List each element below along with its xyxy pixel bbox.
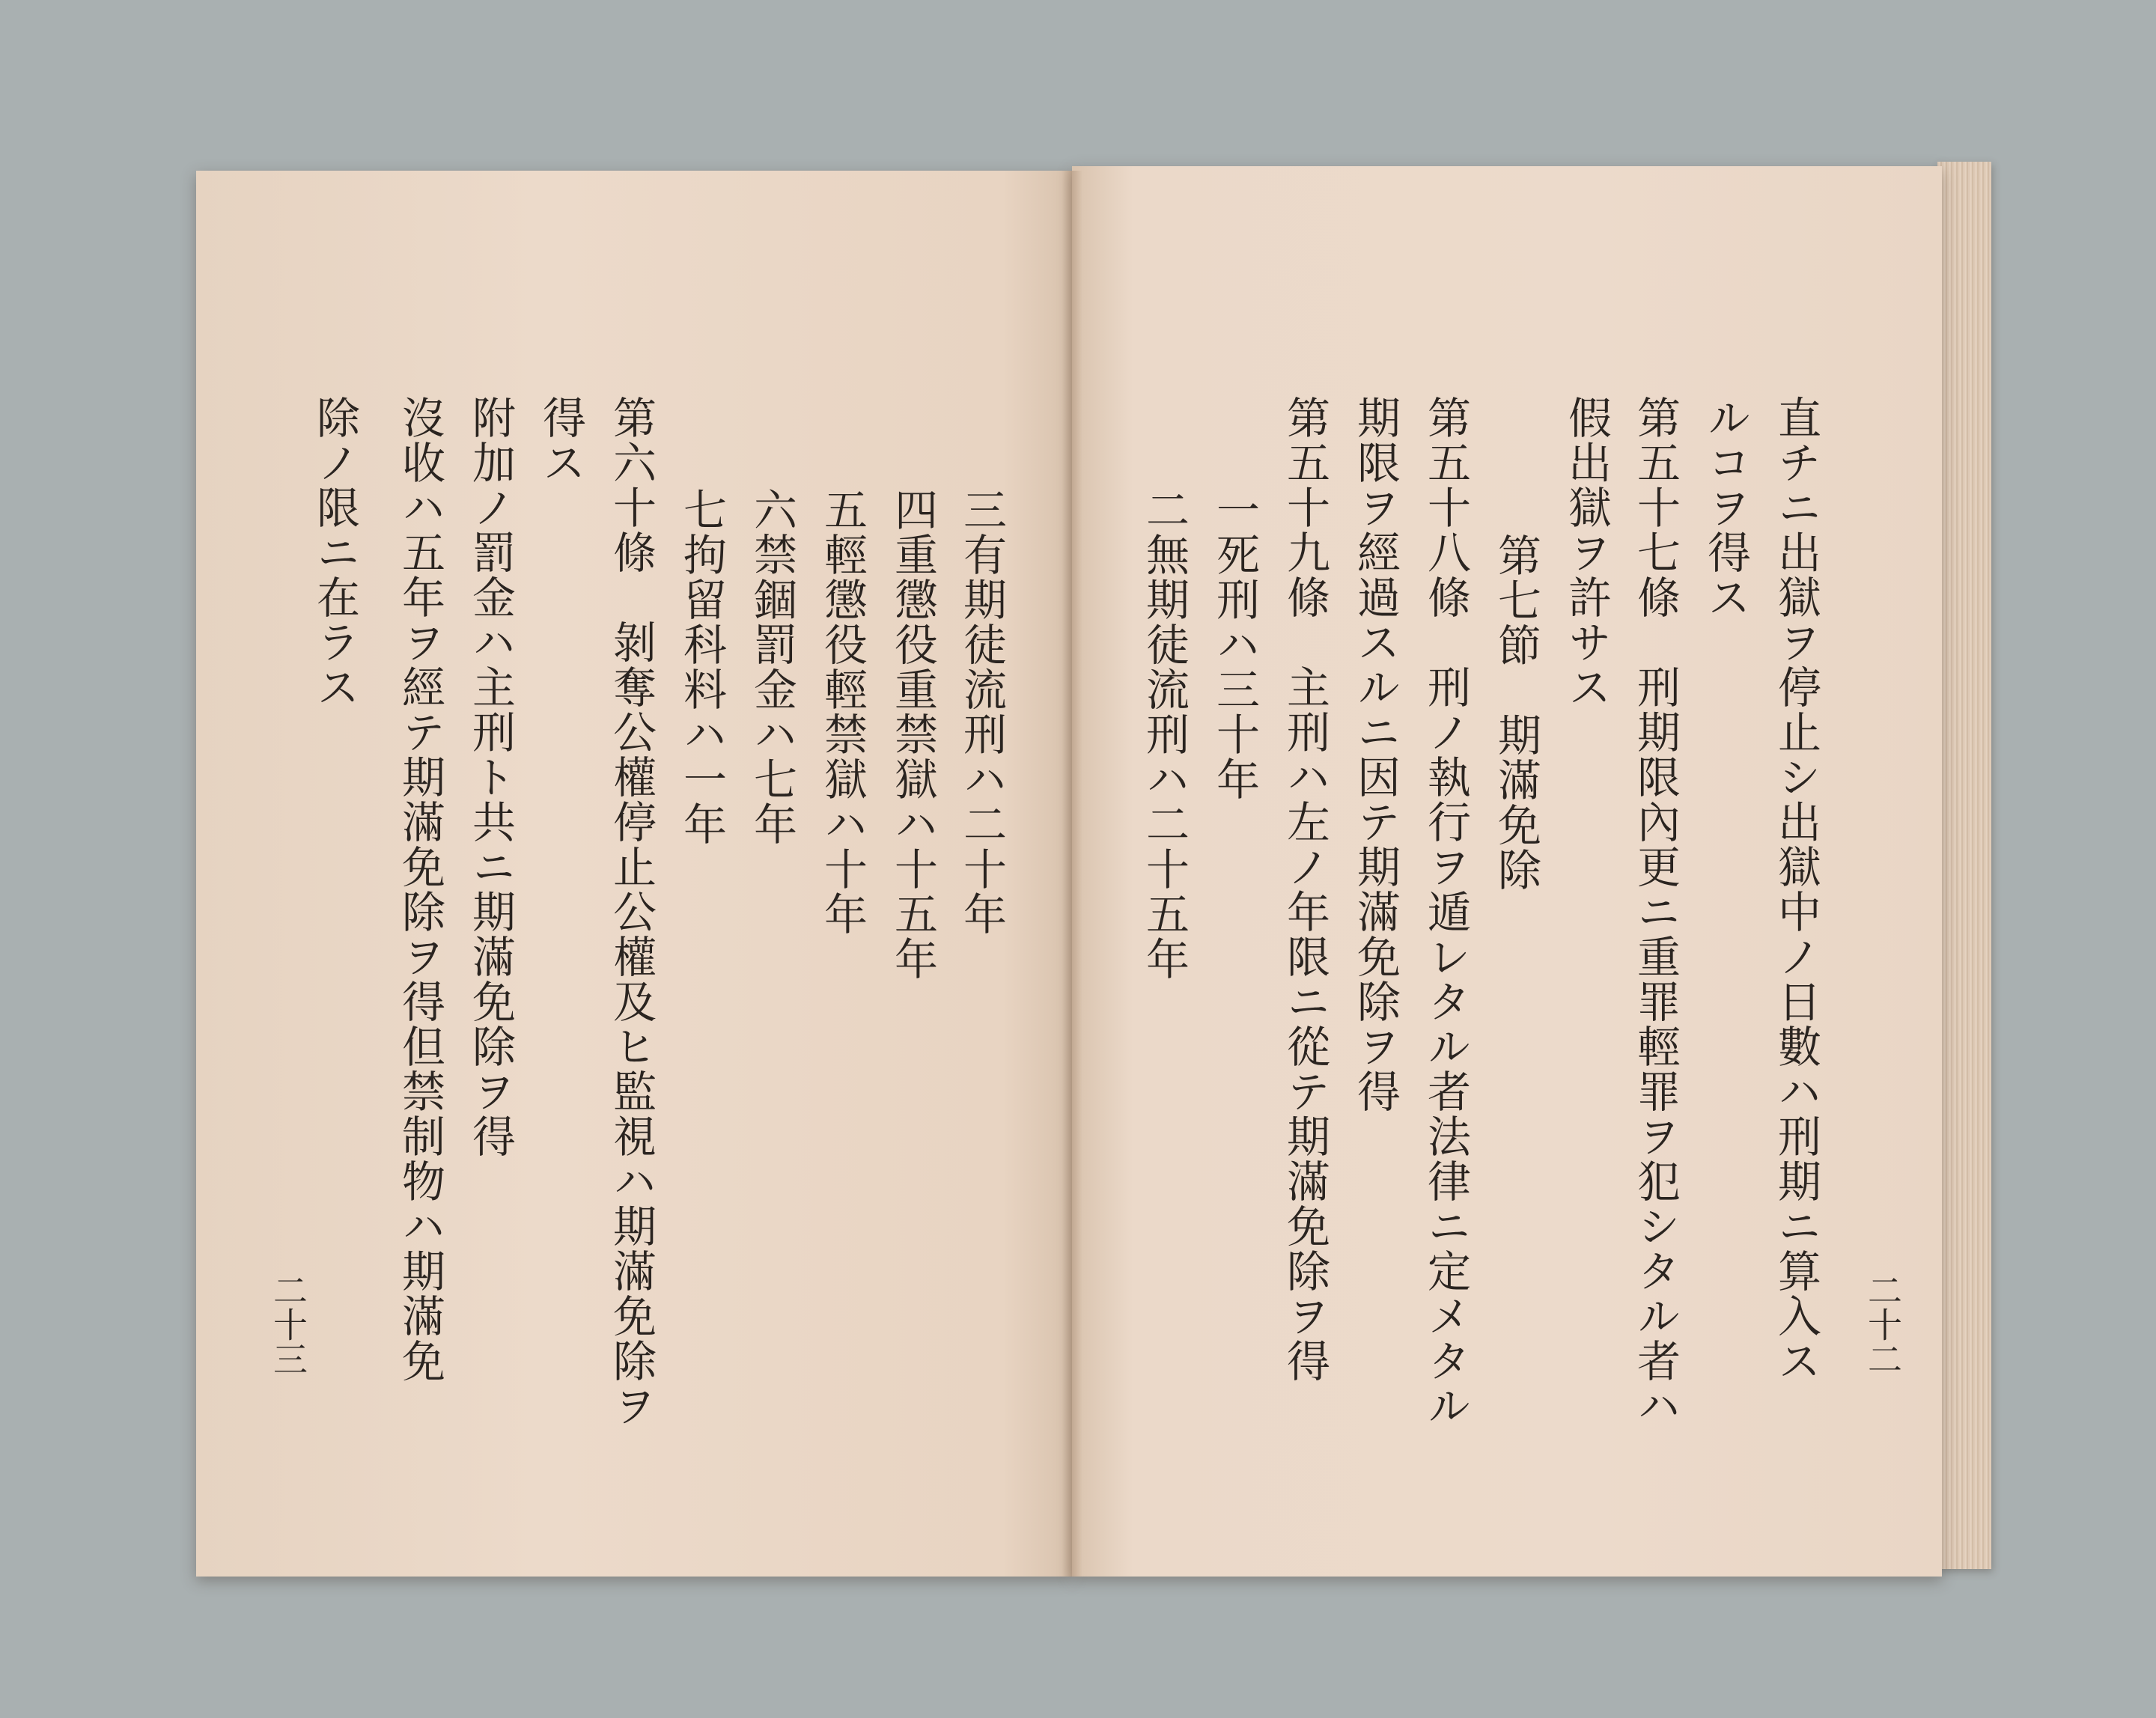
- right-page-column: ルコヲ得ス: [1700, 395, 1751, 620]
- page-edges: [1937, 162, 1991, 1569]
- left-page-column: 第六十條 剝奪公權停止公權及ヒ監視ハ期滿免除ヲ: [606, 395, 657, 1428]
- right-page-column: 二無期徒流刑ハ二十五年: [1139, 487, 1190, 981]
- right-page-column: 一死刑ハ三十年: [1209, 487, 1260, 802]
- left-page-column: 附加ノ罰金ハ主刑ト共ニ期滿免除ヲ得: [465, 395, 516, 1159]
- left-page-column: 沒收ハ五年ヲ經テ期滿免除ヲ得但禁制物ハ期滿免: [395, 395, 445, 1383]
- right-page-column: 第五十八條 刑ノ執行ヲ遁レタル者法律ニ定メタル: [1420, 395, 1471, 1428]
- left-page-column: 六禁錮罰金ハ七年: [746, 487, 797, 847]
- right-page-column: 期限ヲ經過スルニ因テ期滿免除ヲ得: [1350, 395, 1401, 1114]
- right-page-column: 假出獄ヲ許サス: [1561, 395, 1612, 710]
- right-page-column: 直チニ出獄ヲ停止シ出獄中ノ日數ハ刑期ニ算入ス: [1770, 395, 1821, 1383]
- page-number: 二十三: [268, 1273, 308, 1376]
- right-page-column: 第五十九條 主刑ハ左ノ年限ニ從テ期滿免除ヲ得: [1279, 395, 1330, 1383]
- left-page-column: 三有期徒流刑ハ二十年: [956, 487, 1007, 936]
- left-page-column: 五輕懲役輕禁獄ハ十年: [817, 487, 868, 936]
- left-page-column: 四重懲役重禁獄ハ十五年: [887, 487, 938, 981]
- book-gutter: [1062, 171, 1082, 1577]
- left-page-column: 得ス: [535, 395, 586, 485]
- left-page-column: 除ノ限ニ在ラス: [309, 395, 360, 710]
- section-heading: 第七節 期滿免除: [1490, 533, 1541, 892]
- left-page-column: 七拘留科料ハ一年: [676, 487, 727, 847]
- right-page-column: 第五十七條 刑期限內更ニ重罪輕罪ヲ犯シタル者ハ: [1630, 395, 1681, 1428]
- page-number: 二十二: [1863, 1273, 1903, 1376]
